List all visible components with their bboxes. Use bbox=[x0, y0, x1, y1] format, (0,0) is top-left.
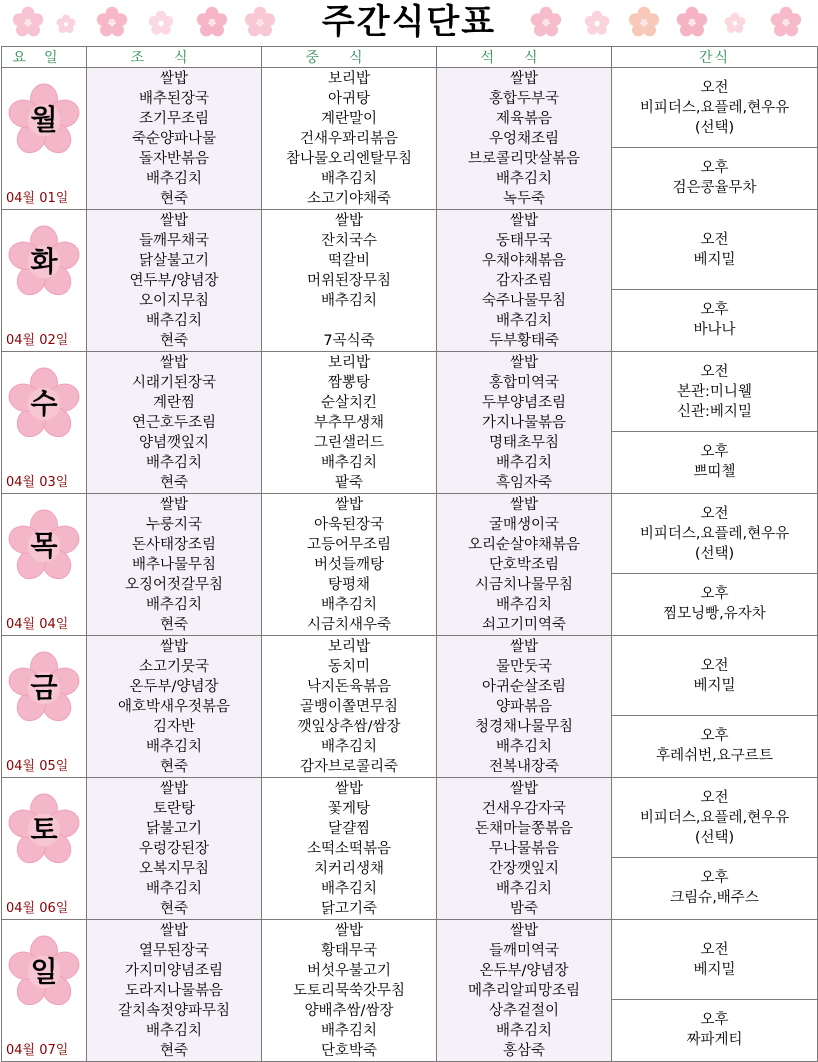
menu-item: 현죽 bbox=[159, 191, 188, 207]
menu-item: 배추김치 bbox=[495, 171, 553, 187]
menu-item: 건새우꽈리볶음 bbox=[299, 131, 399, 147]
menu-item: 들깨무채국 bbox=[138, 233, 210, 249]
snack-item: (선택) bbox=[694, 120, 735, 136]
menu-item: 고등어무조림 bbox=[306, 537, 392, 553]
menu-item: 갈치속젓양파무침 bbox=[117, 1003, 231, 1019]
snack-item: 바나나 bbox=[693, 322, 736, 338]
menu-item: 아귀순살조림 bbox=[481, 679, 567, 695]
dinner-cell bbox=[437, 210, 612, 352]
menu-item: 양파볶음 bbox=[495, 699, 553, 715]
menu-item: 머위된장무침 bbox=[306, 273, 392, 289]
menu-item: 쇠고기미역죽 bbox=[481, 617, 567, 633]
snack-pm bbox=[612, 148, 817, 208]
breakfast-cell bbox=[87, 68, 262, 210]
menu-item: 소고기뭇국 bbox=[138, 659, 210, 675]
menu-item: 제육볶음 bbox=[495, 111, 553, 127]
menu-item: 부추무생채 bbox=[313, 415, 385, 431]
menu-item: 홍삼죽 bbox=[502, 1043, 546, 1059]
snack-item: 오후 bbox=[700, 870, 729, 886]
snack-item: 비피더스,요플레,현우유 bbox=[639, 100, 790, 116]
day-date: 04월 07일 bbox=[6, 1043, 69, 1058]
dinner-column-header: 석식 bbox=[437, 47, 612, 68]
day-cell bbox=[2, 636, 87, 778]
breakfast-cell bbox=[87, 920, 262, 1062]
snack-item: 베지밀 bbox=[693, 678, 736, 694]
snack-item: 검은콩율무차 bbox=[672, 180, 757, 196]
snack-item: (선택) bbox=[694, 546, 735, 562]
menu-item: 연두부/양념장 bbox=[129, 273, 219, 289]
menu-item: 조기무조림 bbox=[138, 111, 210, 127]
menu-item: 배추김치 bbox=[320, 1023, 378, 1039]
menu-item: 쌀밥 bbox=[509, 497, 538, 513]
day-row bbox=[2, 778, 818, 920]
menu-item: 쌀밥 bbox=[159, 923, 188, 939]
menu-item: 오징어젓갈무침 bbox=[124, 577, 224, 593]
day-name: 월 bbox=[30, 103, 58, 136]
day-date: 04월 06일 bbox=[6, 901, 69, 916]
menu-item: 가지미양념조림 bbox=[124, 963, 224, 979]
day-date: 04월 03일 bbox=[6, 475, 69, 490]
menu-item: 배추김치 bbox=[320, 455, 378, 471]
menu-item: 브로콜리맛살볶음 bbox=[467, 151, 581, 167]
menu-item: 계란말이 bbox=[320, 111, 378, 127]
menu-item: 감자브로콜리죽 bbox=[299, 759, 399, 775]
lunch-cell bbox=[262, 920, 437, 1062]
menu-item: 낙지돈육볶음 bbox=[306, 679, 392, 695]
menu-item: 녹두죽 bbox=[502, 191, 546, 207]
menu-item: 계란찜 bbox=[152, 395, 196, 411]
menu-item bbox=[262, 311, 436, 331]
day-name: 수 bbox=[30, 387, 58, 420]
menu-item: 현죽 bbox=[159, 333, 188, 349]
menu-item: 오이지무침 bbox=[138, 293, 210, 309]
menu-item: 돈채마늘쫑볶음 bbox=[474, 821, 574, 837]
day-cell bbox=[2, 68, 87, 210]
snack-am bbox=[612, 353, 817, 432]
page-title: 주간식단표 bbox=[321, 2, 497, 42]
menu-item: 치커리생채 bbox=[313, 861, 385, 877]
menu-item: 배추김치 bbox=[145, 455, 203, 471]
menu-item: 보리밥 bbox=[327, 71, 371, 87]
snack-item: 오후 bbox=[700, 1012, 729, 1028]
menu-item: 배추김치 bbox=[495, 739, 553, 755]
menu-item: 흑임자죽 bbox=[495, 475, 553, 491]
menu-item: 쌀밥 bbox=[509, 71, 538, 87]
weekly-menu-table bbox=[1, 46, 818, 1062]
snack-cell bbox=[612, 636, 818, 778]
menu-item: 소고기야채죽 bbox=[306, 191, 392, 207]
page-header bbox=[0, 0, 818, 44]
menu-item: 배추김치 bbox=[145, 171, 203, 187]
snack-item: 오후 bbox=[700, 586, 729, 602]
menu-item: 참나물오리엔탈무침 bbox=[285, 151, 413, 167]
menu-item: 배추김치 bbox=[495, 455, 553, 471]
day-cell bbox=[2, 494, 87, 636]
menu-item: 짬뽕탕 bbox=[327, 375, 371, 391]
menu-item: 상추겉절이 bbox=[488, 1003, 560, 1019]
day-date: 04월 05일 bbox=[6, 759, 69, 774]
menu-item: 동치미 bbox=[327, 659, 371, 675]
snack-pm bbox=[612, 716, 817, 776]
snack-item: 짜파게티 bbox=[686, 1032, 743, 1048]
snack-cell bbox=[612, 210, 818, 352]
day-row bbox=[2, 68, 818, 210]
menu-item: 현죽 bbox=[159, 759, 188, 775]
menu-item: 닭불고기 bbox=[145, 821, 203, 837]
day-name: 금 bbox=[30, 671, 58, 704]
breakfast-cell bbox=[87, 778, 262, 920]
snack-item: 크림슈,배주스 bbox=[670, 890, 759, 906]
menu-item: 쌀밥 bbox=[159, 639, 188, 655]
day-date: 04월 04일 bbox=[6, 617, 69, 632]
menu-item: 그린샐러드 bbox=[313, 435, 385, 451]
menu-item: 시금치새우죽 bbox=[306, 617, 392, 633]
lunch-cell bbox=[262, 636, 437, 778]
menu-item: 쌀밥 bbox=[159, 213, 188, 229]
menu-item: 홍합두부국 bbox=[488, 91, 560, 107]
snack-am bbox=[612, 495, 817, 574]
menu-item: 단호박조림 bbox=[488, 557, 560, 573]
breakfast-column-header: 조식 bbox=[87, 47, 262, 68]
menu-item: 들깨미역국 bbox=[488, 943, 560, 959]
menu-item: 현죽 bbox=[159, 901, 188, 917]
menu-item: 배추김치 bbox=[145, 739, 203, 755]
snack-item: 비피더스,요플레,현우유 bbox=[639, 526, 790, 542]
menu-item: 배추김치 bbox=[495, 881, 553, 897]
menu-item: 달걀찜 bbox=[327, 821, 371, 837]
menu-item: 쌀밥 bbox=[334, 781, 363, 797]
menu-item: 탕평채 bbox=[327, 577, 371, 593]
menu-item: 연근호두조림 bbox=[131, 415, 217, 431]
snack-am bbox=[612, 779, 817, 858]
menu-item: 시래기된장국 bbox=[131, 375, 217, 391]
menu-item: 아욱된장국 bbox=[313, 517, 385, 533]
menu-item: 순살치킨 bbox=[320, 395, 378, 411]
snack-item: 오전 bbox=[700, 658, 729, 674]
menu-item: 배추김치 bbox=[145, 313, 203, 329]
lunch-cell bbox=[262, 778, 437, 920]
day-row bbox=[2, 920, 818, 1062]
snack-item: 쁘띠첼 bbox=[693, 464, 736, 480]
day-cell bbox=[2, 920, 87, 1062]
snack-item: 오전 bbox=[700, 506, 729, 522]
snack-item: 오후 bbox=[700, 160, 729, 176]
day-column-header: 요일 bbox=[2, 47, 87, 68]
menu-item: 쌀밥 bbox=[159, 781, 188, 797]
snack-pm bbox=[612, 858, 817, 918]
menu-item: 온두부/양념장 bbox=[129, 679, 219, 695]
dinner-cell bbox=[437, 352, 612, 494]
menu-item: 배추김치 bbox=[145, 881, 203, 897]
menu-item: 쌀밥 bbox=[509, 639, 538, 655]
table-header-row bbox=[2, 47, 818, 68]
menu-item: 명태초무침 bbox=[488, 435, 560, 451]
menu-item: 김자반 bbox=[152, 719, 196, 735]
menu-item: 동태무국 bbox=[495, 233, 553, 249]
snack-pm bbox=[612, 290, 817, 350]
snack-item: 오전 bbox=[700, 364, 729, 380]
menu-item: 배추된장국 bbox=[138, 91, 210, 107]
menu-item: 배추김치 bbox=[495, 597, 553, 613]
snack-item: 베지밀 bbox=[693, 252, 736, 268]
menu-item: 닭살불고기 bbox=[138, 253, 210, 269]
day-row bbox=[2, 352, 818, 494]
snack-item: 오전 bbox=[700, 232, 729, 248]
snack-item: 오후 bbox=[700, 302, 729, 318]
dinner-cell bbox=[437, 494, 612, 636]
menu-item: 보리밥 bbox=[327, 355, 371, 371]
snack-item: 오전 bbox=[700, 942, 729, 958]
day-date: 04월 01일 bbox=[6, 191, 69, 206]
menu-item: 쌀밥 bbox=[334, 213, 363, 229]
lunch-cell bbox=[262, 352, 437, 494]
menu-item: 골뱅이쫄면무침 bbox=[299, 699, 399, 715]
menu-item: 배추김치 bbox=[320, 597, 378, 613]
menu-item: 배추김치 bbox=[145, 1023, 203, 1039]
menu-item: 꽃게탕 bbox=[327, 801, 371, 817]
day-cell bbox=[2, 210, 87, 352]
day-name: 토 bbox=[30, 813, 58, 846]
menu-item: 숙주나물무침 bbox=[481, 293, 567, 309]
snack-pm bbox=[612, 574, 817, 634]
menu-item: 두부양념조림 bbox=[481, 395, 567, 411]
menu-item: 잔치국수 bbox=[320, 233, 378, 249]
snack-item: 오전 bbox=[700, 790, 729, 806]
day-name: 일 bbox=[30, 955, 58, 988]
menu-item: 배추김치 bbox=[495, 1023, 553, 1039]
menu-item: 배추김치 bbox=[320, 739, 378, 755]
menu-item: 쌀밥 bbox=[509, 355, 538, 371]
menu-item: 배추김치 bbox=[145, 597, 203, 613]
menu-item: 두부황태죽 bbox=[488, 333, 560, 349]
menu-item: 돈사태장조림 bbox=[131, 537, 217, 553]
menu-item: 애호박새우젓볶음 bbox=[117, 699, 231, 715]
menu-item: 청경채나물무침 bbox=[474, 719, 574, 735]
breakfast-cell bbox=[87, 210, 262, 352]
menu-item: 버섯들깨탕 bbox=[313, 557, 385, 573]
day-name: 목 bbox=[30, 529, 58, 562]
breakfast-cell bbox=[87, 352, 262, 494]
snack-item: (선택) bbox=[694, 830, 735, 846]
menu-item: 보리밥 bbox=[327, 639, 371, 655]
menu-item: 쌀밥 bbox=[159, 497, 188, 513]
menu-item: 메추리알피망조림 bbox=[467, 983, 581, 999]
menu-item: 현죽 bbox=[159, 475, 188, 491]
menu-item: 건새우감자국 bbox=[481, 801, 567, 817]
menu-item: 소떡소떡볶음 bbox=[306, 841, 392, 857]
menu-item: 쌀밥 bbox=[159, 71, 188, 87]
snack-pm bbox=[612, 432, 817, 492]
menu-item: 쌀밥 bbox=[334, 923, 363, 939]
menu-item: 가지나물볶음 bbox=[481, 415, 567, 431]
breakfast-cell bbox=[87, 494, 262, 636]
snack-am bbox=[612, 211, 817, 290]
menu-item: 온두부/양념장 bbox=[479, 963, 569, 979]
day-row bbox=[2, 210, 818, 352]
menu-item: 쌀밥 bbox=[509, 213, 538, 229]
snack-am bbox=[612, 637, 817, 716]
snack-pm bbox=[612, 1000, 817, 1060]
snack-item: 비피더스,요플레,현우유 bbox=[639, 810, 790, 826]
menu-item: 팥죽 bbox=[334, 475, 363, 491]
menu-item: 양념깻잎지 bbox=[138, 435, 210, 451]
day-cell bbox=[2, 778, 87, 920]
menu-item: 황태무국 bbox=[320, 943, 378, 959]
snack-cell bbox=[612, 352, 818, 494]
breakfast-cell bbox=[87, 636, 262, 778]
menu-item: 전복내장죽 bbox=[488, 759, 560, 775]
menu-item: 물만둣국 bbox=[495, 659, 553, 675]
menu-item: 시금치나물무침 bbox=[474, 577, 574, 593]
menu-item: 배추김치 bbox=[320, 293, 378, 309]
menu-item: 7곡식죽 bbox=[323, 333, 375, 349]
menu-item: 단호박죽 bbox=[320, 1043, 378, 1059]
snack-item: 오전 bbox=[700, 80, 729, 96]
menu-item: 무나물볶음 bbox=[488, 841, 560, 857]
menu-item: 우채야채볶음 bbox=[481, 253, 567, 269]
snack-am bbox=[612, 921, 817, 1000]
menu-item: 누룽지국 bbox=[145, 517, 203, 533]
snack-item: 오후 bbox=[700, 444, 729, 460]
menu-item: 배추김치 bbox=[320, 171, 378, 187]
lunch-cell bbox=[262, 494, 437, 636]
menu-item: 우렁강된장 bbox=[138, 841, 210, 857]
menu-item: 현죽 bbox=[159, 1043, 188, 1059]
menu-item: 배추김치 bbox=[320, 881, 378, 897]
snack-item: 찜모닝빵,유자차 bbox=[663, 606, 766, 622]
snack-item: 후레쉬번,요구르트 bbox=[656, 748, 773, 764]
dinner-cell bbox=[437, 920, 612, 1062]
menu-item: 깻잎상추쌈/쌈장 bbox=[297, 719, 401, 735]
menu-item: 쌀밥 bbox=[334, 497, 363, 513]
menu-item: 도라지나물볶음 bbox=[124, 983, 224, 999]
snack-cell bbox=[612, 494, 818, 636]
snack-cell bbox=[612, 68, 818, 210]
menu-item: 홍합미역국 bbox=[488, 375, 560, 391]
menu-item: 죽순양파나물 bbox=[131, 131, 217, 147]
snack-item: 베지밀 bbox=[693, 962, 736, 978]
dinner-cell bbox=[437, 68, 612, 210]
menu-item: 닭고기죽 bbox=[320, 901, 378, 917]
snack-cell bbox=[612, 778, 818, 920]
day-date: 04월 02일 bbox=[6, 333, 69, 348]
snack-item: 오후 bbox=[700, 728, 729, 744]
menu-item: 쌀밥 bbox=[509, 781, 538, 797]
dinner-cell bbox=[437, 636, 612, 778]
menu-item: 오리순살야채볶음 bbox=[467, 537, 581, 553]
menu-item: 굴매생이국 bbox=[488, 517, 560, 533]
snack-am bbox=[612, 69, 817, 148]
menu-item: 오복지무침 bbox=[138, 861, 210, 877]
menu-item: 배추나물무침 bbox=[131, 557, 217, 573]
menu-item: 감자조림 bbox=[495, 273, 553, 289]
snack-item: 본관:미니웰 bbox=[677, 384, 752, 400]
menu-item: 배추김치 bbox=[495, 313, 553, 329]
snack-item: 신관:베지밀 bbox=[677, 404, 752, 420]
dinner-cell bbox=[437, 778, 612, 920]
menu-item: 우엉채조림 bbox=[488, 131, 560, 147]
menu-item: 토란탕 bbox=[152, 801, 196, 817]
menu-item: 쌀밥 bbox=[509, 923, 538, 939]
lunch-cell bbox=[262, 210, 437, 352]
lunch-column-header: 중식 bbox=[262, 47, 437, 68]
lunch-cell bbox=[262, 68, 437, 210]
day-cell bbox=[2, 352, 87, 494]
day-row bbox=[2, 494, 818, 636]
snack-column-header: 간식 bbox=[612, 47, 818, 68]
menu-item: 돌자반볶음 bbox=[138, 151, 210, 167]
day-name: 화 bbox=[30, 245, 58, 278]
snack-cell bbox=[612, 920, 818, 1062]
menu-item: 아귀탕 bbox=[327, 91, 371, 107]
menu-item: 떡갈비 bbox=[327, 253, 371, 269]
day-row bbox=[2, 636, 818, 778]
menu-item: 양배추쌈/쌈장 bbox=[304, 1003, 394, 1019]
menu-item: 간장깻잎지 bbox=[488, 861, 560, 877]
menu-item: 밤죽 bbox=[509, 901, 538, 917]
menu-item: 버섯우불고기 bbox=[306, 963, 392, 979]
menu-item: 열무된장국 bbox=[138, 943, 210, 959]
menu-item: 쌀밥 bbox=[159, 355, 188, 371]
menu-item: 도토리묵쑥갓무침 bbox=[292, 983, 406, 999]
menu-item: 현죽 bbox=[159, 617, 188, 633]
